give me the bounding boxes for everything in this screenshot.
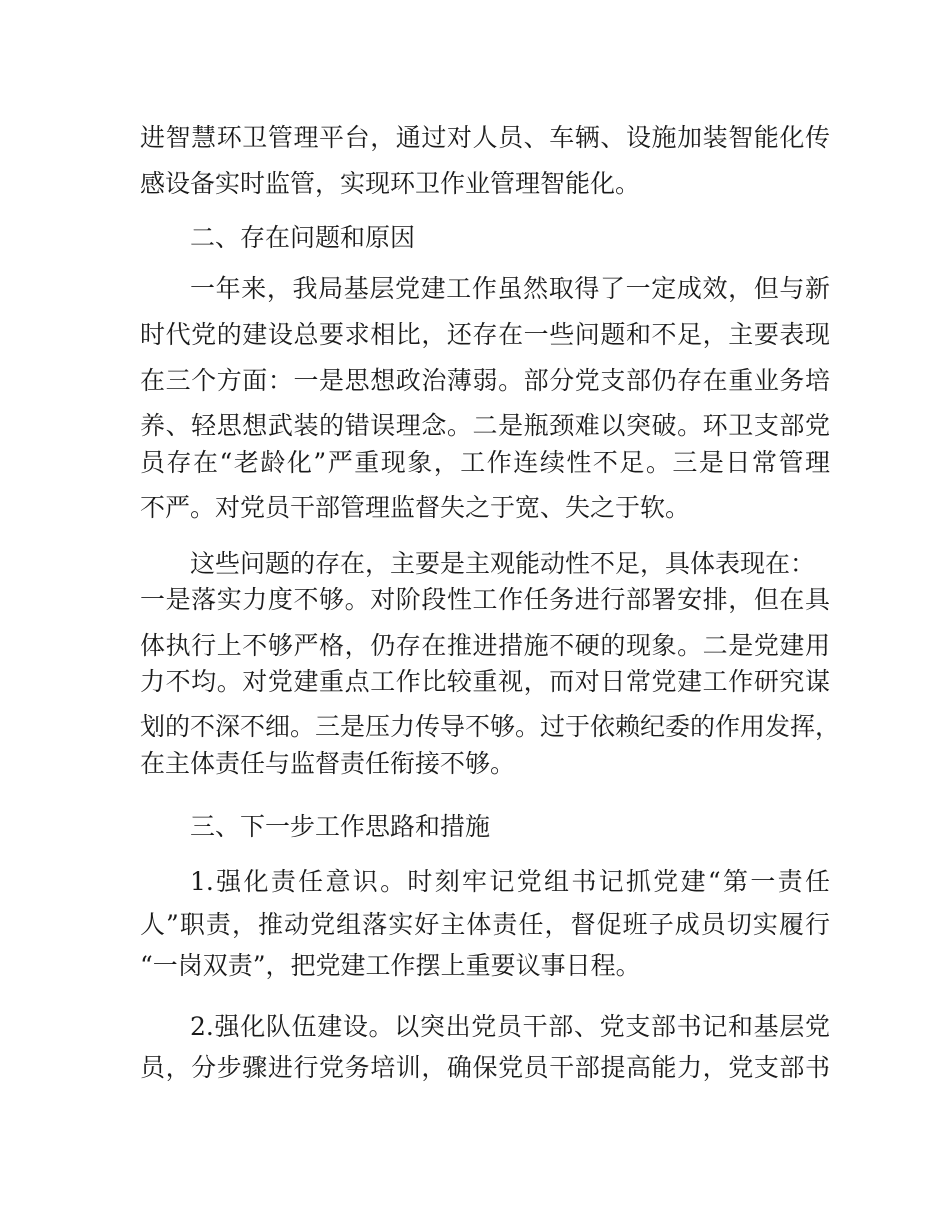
body-text-line: 进智慧环卫管理平台，通过对人员、车辆、设施加装智能化传 [140,123,830,152]
body-text-line: 人”职责，推动党组落实好主体责任，督促班子成员切实履行 [140,910,830,939]
body-text-line: 在主体责任与监督责任衔接不够。 [140,749,516,778]
section-heading: 三、下一步工作思路和措施 [190,812,491,841]
body-text-line: “一岗双责”，把党建工作摆上重要议事日程。 [140,951,641,980]
body-text-line: 不严。对党员干部管理监督失之于宽、失之于软。 [140,493,691,522]
body-text-line: 一是落实力度不够。对阶段性工作任务进行部署安排，但在具 [140,585,830,614]
body-text-line: 一年来，我局基层党建工作虽然取得了一定成效，但与新 [190,274,830,303]
body-text-line: 划的不深不细。三是压力传导不够。过于依赖纪委的作用发挥， [140,712,841,741]
body-text-line: 体执行上不够严格，仍存在推进措施不硬的现象。二是党建用 [140,631,830,660]
body-text-line: 时代党的建设总要求相比，还存在一些问题和不足，主要表现 [140,320,830,349]
body-text-line: 这些问题的存在，主要是主观能动性不足，具体表现在： [190,549,816,578]
body-text-line: 在三个方面：一是思想政治薄弱。部分党支部仍存在重业务培 [140,366,830,395]
body-text-line: 员，分步骤进行党务培训，确保党员干部提高能力，党支部书 [140,1053,830,1082]
body-text-line: 力不均。对党建重点工作比较重视，而对日常党建工作研究谋 [140,667,830,696]
body-text-line: 感设备实时监管，实现环卫作业管理智能化。 [140,169,641,198]
body-text-line: 员存在“老龄化”严重现象，工作连续性不足。三是日常管理 [140,448,830,477]
body-text-line: 养、轻思想武装的错误理念。二是瓶颈难以突破。环卫支部党 [140,411,830,440]
body-text-line: 1.强化责任意识。时刻牢记党组书记抓党建“第一责任 [190,867,830,896]
body-text-line: 2.强化队伍建设。以突出党员干部、党支部书记和基层党 [190,1012,830,1041]
section-heading: 二、存在问题和原因 [190,223,416,252]
